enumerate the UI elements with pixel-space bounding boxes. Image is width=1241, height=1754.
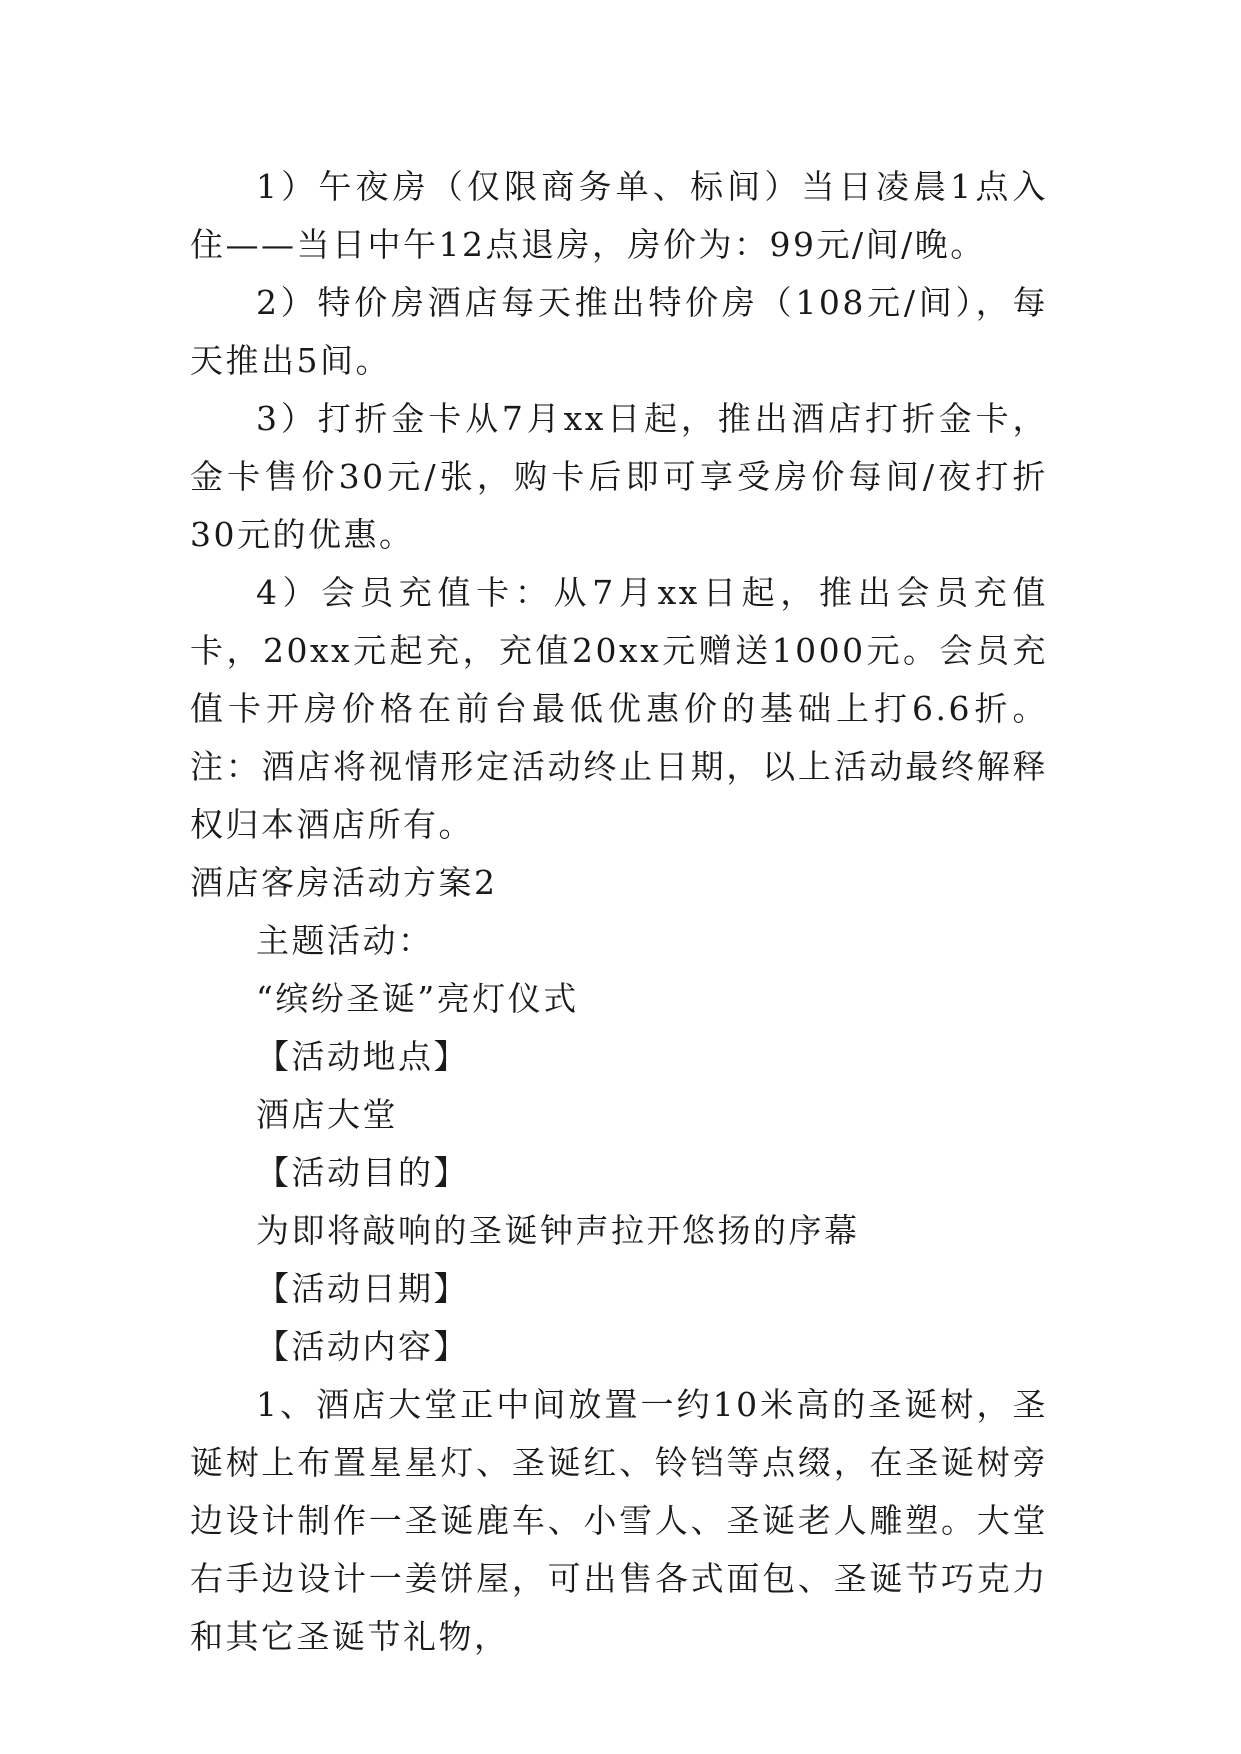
purpose-heading: 【活动目的】: [256, 1153, 469, 1192]
paragraph-content-item-1: 1、酒店大堂正中间放置一约10米高的圣诞树，圣诞树上布置星星灯、圣诞红、铃铛等点缀，在圣诞树旁边设计制作一圣诞鹿车、小雪人、圣诞老人雕塑。大堂右手边设计一姜饼屋，可出售各式面包、圣诞节巧克力和其它圣诞节礼物，: [190, 1385, 1048, 1656]
paragraph-member-card: 4）会员充值卡：从7月xx日起，推出会员充值卡，20xx元起充，充值20xx元赠送1000元。会员充值卡开房价格在前台最低优惠价的基础上打6.6折。注：酒店将视情形定活动终止日期，以上活动最终解释权归本酒店所有。: [190, 573, 1048, 844]
location-value: 酒店大堂: [256, 1095, 398, 1134]
date-heading: 【活动日期】: [256, 1269, 469, 1308]
purpose-value: 为即将敲响的圣诞钟声拉开悠扬的序幕: [256, 1211, 860, 1250]
document-body: [190, 158, 1048, 1666]
content-heading: 【活动内容】: [256, 1327, 469, 1366]
section-heading: 酒店客房活动方案2: [190, 863, 498, 902]
paragraph-midnight-room: 1）午夜房（仅限商务单、标间）当日凌晨1点入住——当日中午12点退房，房价为：99元/间/晚。: [190, 167, 1048, 264]
location-heading: 【活动地点】: [256, 1037, 469, 1076]
paragraph-special-room: 2）特价房酒店每天推出特价房（108元/间），每天推出5间。: [190, 283, 1048, 380]
theme-title: “缤纷圣诞”亮灯仪式: [256, 979, 579, 1018]
theme-label: 主题活动：: [256, 921, 434, 960]
paragraph-discount-card: 3）打折金卡从7月xx日起，推出酒店打折金卡，金卡售价30元/张，购卡后即可享受房价每间/夜打折30元的优惠。: [190, 399, 1048, 554]
